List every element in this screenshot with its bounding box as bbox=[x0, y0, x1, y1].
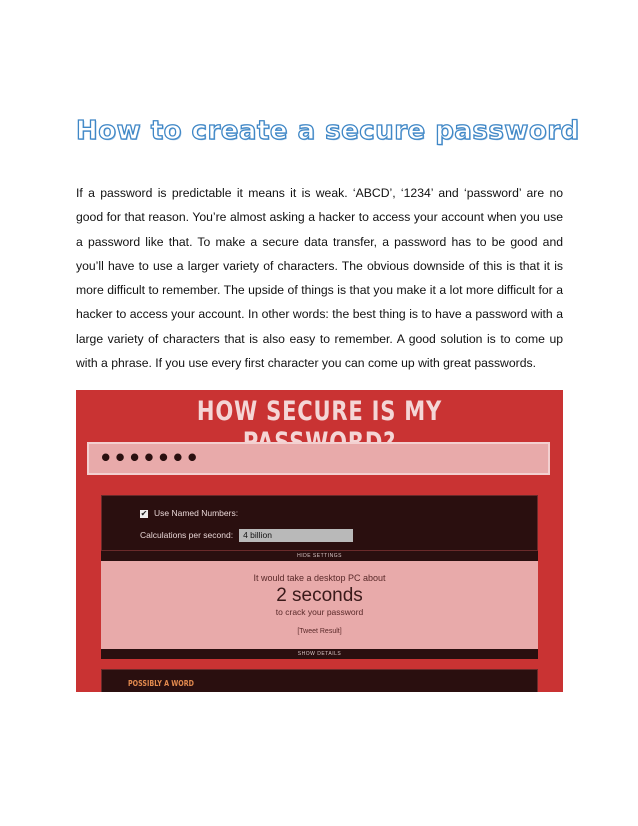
password-input[interactable]: ••••••• bbox=[87, 442, 550, 475]
crack-duration: 2 seconds bbox=[276, 585, 363, 606]
password-checker-screenshot bbox=[76, 390, 563, 692]
document-title: How to create a secure password bbox=[76, 116, 580, 146]
calculations-label: Calculations per second: bbox=[140, 529, 234, 540]
named-numbers-row bbox=[140, 508, 238, 518]
result-intro: It would take a desktop PC about bbox=[253, 573, 386, 583]
body-paragraph: If a password is predictable it means it is weak. ‘ABCD’, ‘1234’ and ‘password’ are no good for that reason. You’re almost asking a hacker to access your account when you use a password like that. To make a secure data transfer, a password has to be good and you’ll have to use a larger variety of characters. The obvious downside of this is that it is more difficult to remember. The upside of things is that you make it a lot more difficult for a hacker to access your account. In other words: the best thing is to have a password with a large variety of characters that is also easy to remember. A good solution is to come up with a phrase. If you use every first character you can come up with great passwords. bbox=[76, 186, 563, 371]
result-outro: to crack your password bbox=[275, 607, 364, 617]
checker-heading: HOW SECURE IS MY bbox=[196, 396, 443, 427]
calculations-row bbox=[140, 529, 353, 542]
result-panel bbox=[101, 561, 538, 649]
named-numbers-checkbox[interactable]: ✔ bbox=[140, 508, 148, 518]
named-numbers-label: Use Named Numbers: bbox=[154, 508, 239, 518]
possibly-a-word-panel bbox=[101, 669, 538, 692]
hide-settings-button[interactable]: HIDE SETTINGS bbox=[101, 551, 538, 561]
calculations-input[interactable]: 4 billion bbox=[239, 529, 353, 542]
settings-panel bbox=[101, 495, 538, 551]
possibly-a-word-label: POSSIBLY A WORD bbox=[128, 679, 194, 688]
tweet-result-link[interactable]: [Tweet Result] bbox=[297, 628, 342, 635]
show-details-button[interactable]: SHOW DETAILS bbox=[101, 649, 538, 659]
